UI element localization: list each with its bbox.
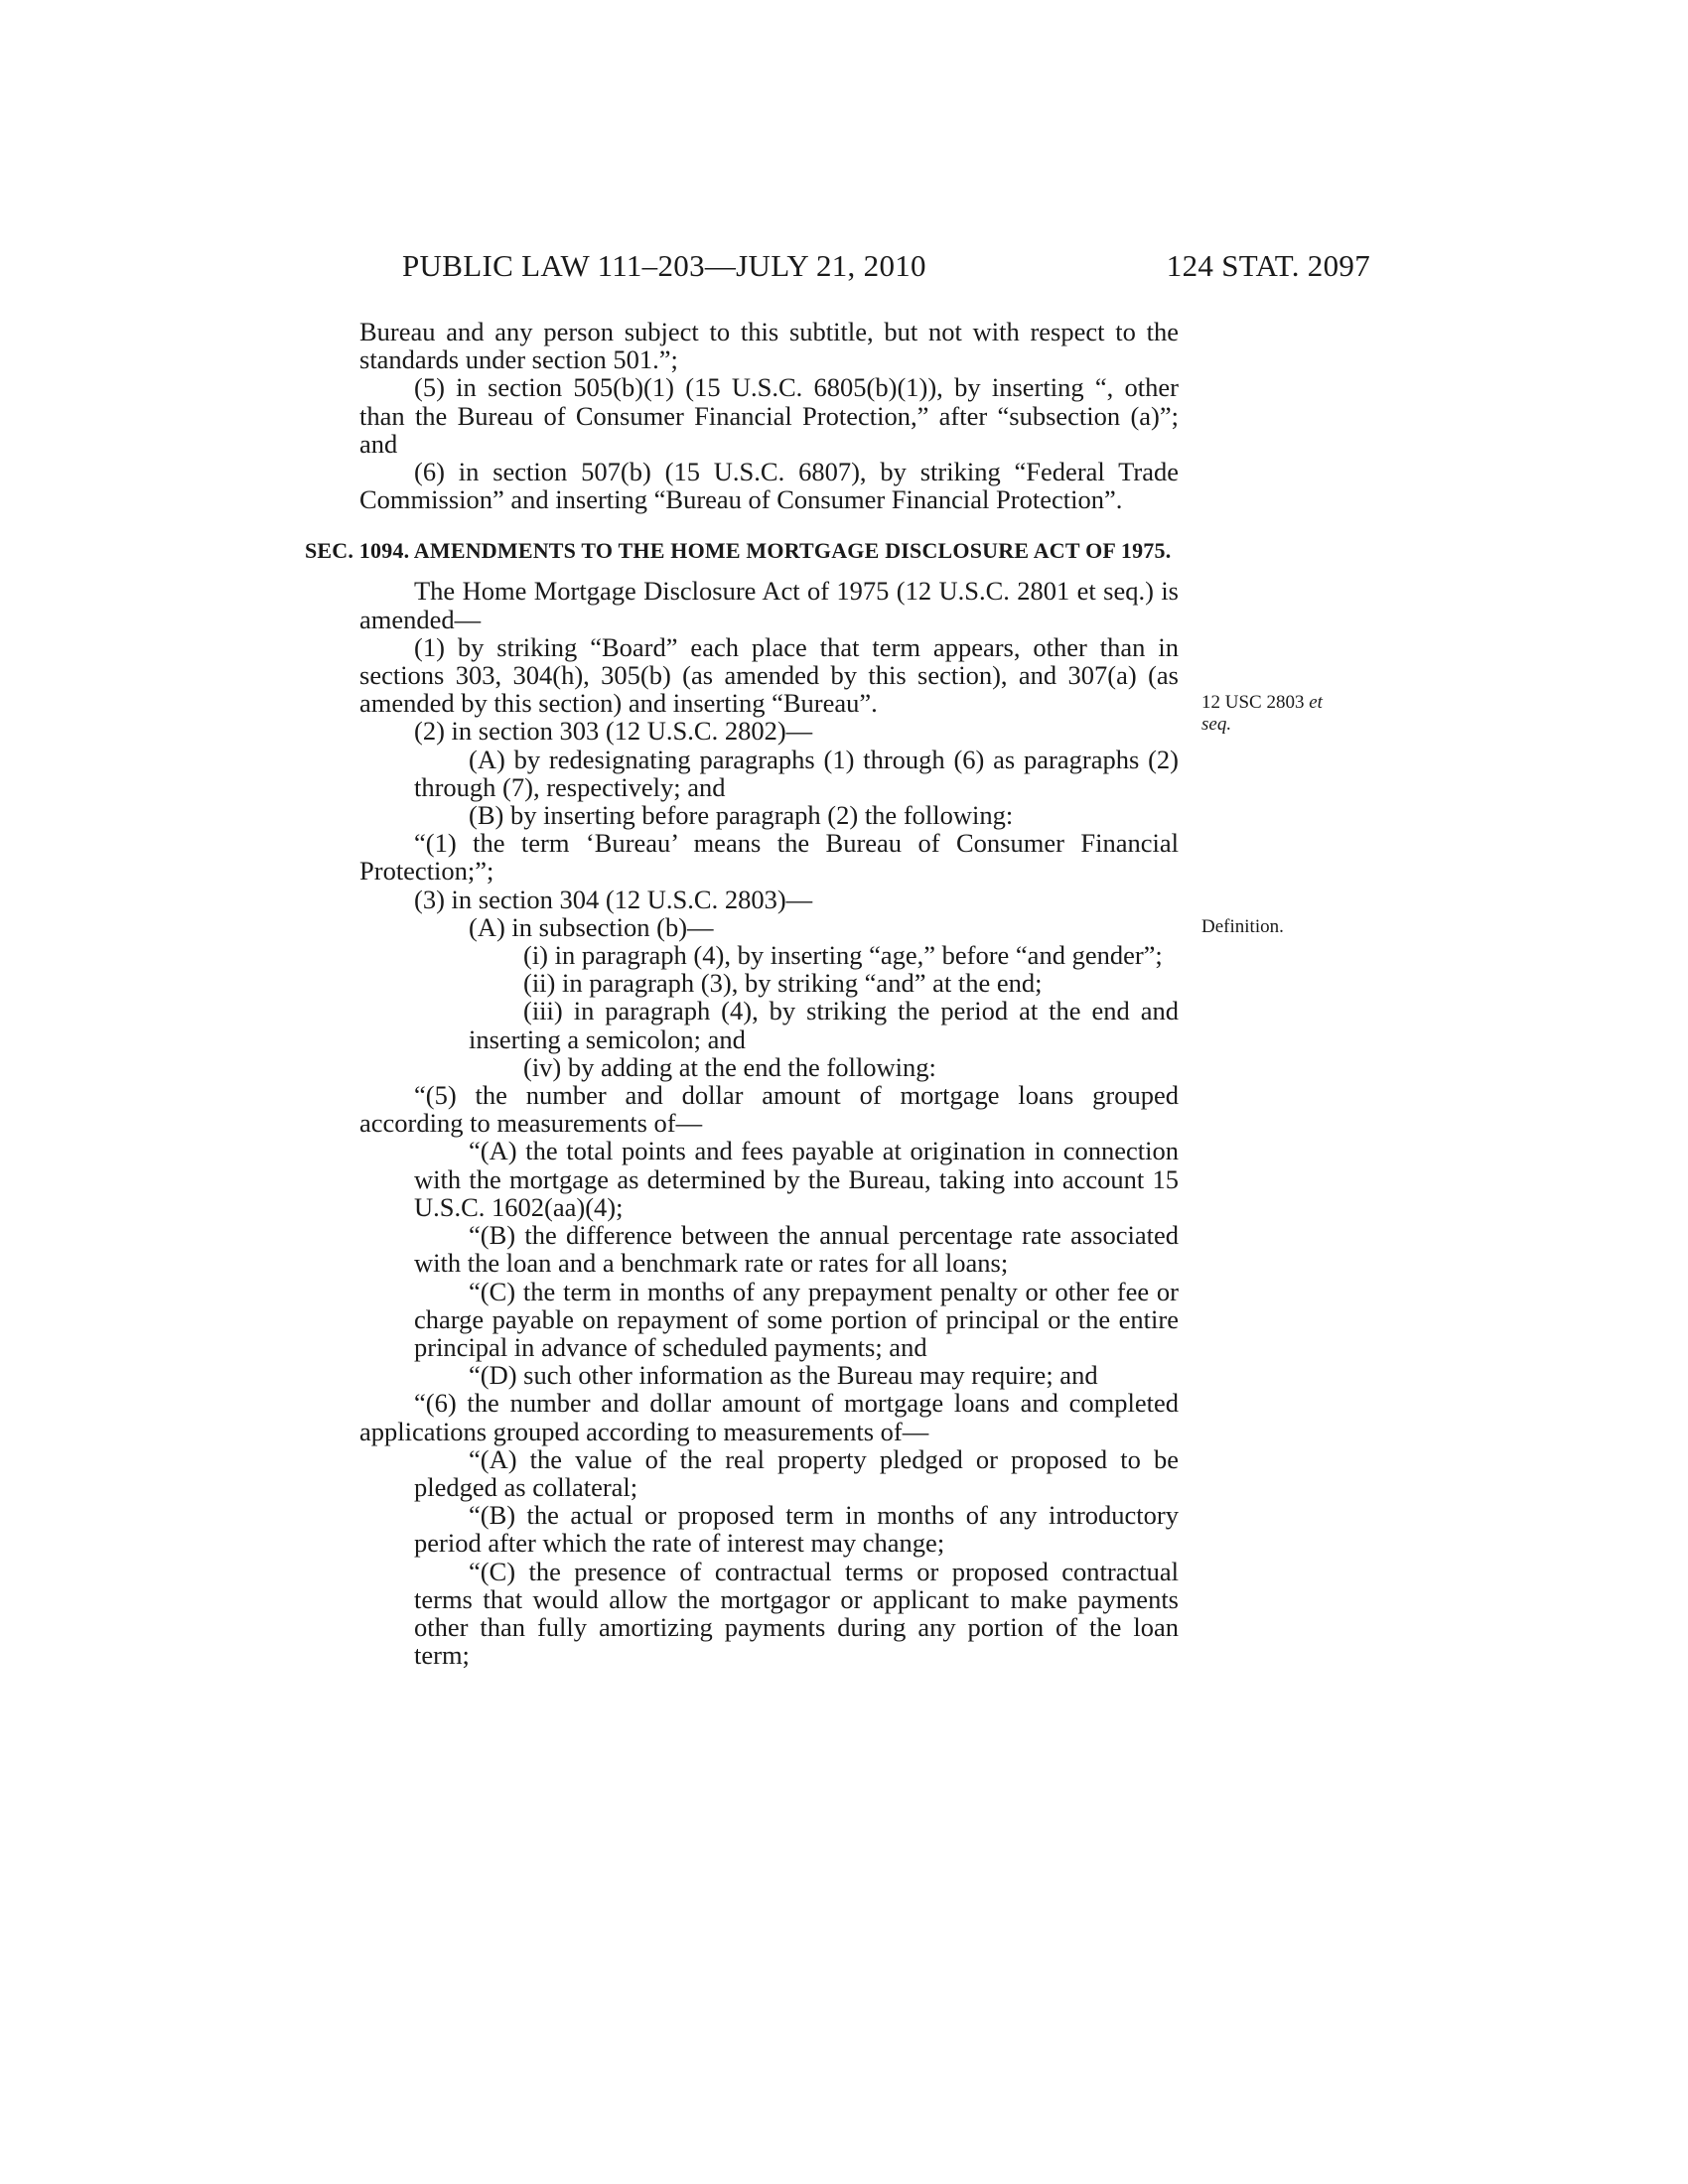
quoted-paragraph: “(D) such other information as the Bureau may require; and	[469, 1360, 1098, 1391]
quoted-paragraph: “(A) the total points and fees payable at origination in connection with the mortgage as determined by the Bureau, taking into account 15 U.S.C. 1602(aa)(4);	[414, 1136, 1179, 1222]
text-paragraph: (iii) in paragraph (4), by striking the period at the end and inserting a semicolon; and	[469, 996, 1179, 1054]
margin-note-usc-citation	[1201, 692, 1331, 736]
text-paragraph: (ii) in paragraph (3), by striking “and” at the end;	[523, 968, 1043, 999]
quoted-paragraph: “(1) the term ‘Bureau’ means the Bureau of Consumer Financial Protection;”;	[359, 828, 1179, 887]
quoted-paragraph: “(C) the term in months of any prepayment penalty or other fee or charge payable on repayment of some portion of principal or the entire principal in advance of scheduled payments; and	[414, 1276, 1179, 1362]
quoted-paragraph: “(B) the actual or proposed term in months of any introductory period after which the rate of interest may change;	[414, 1500, 1179, 1559]
text-paragraph: (A) by redesignating paragraphs (1) through (6) as paragraphs (2) through (7), respectively; and	[414, 744, 1179, 802]
text-paragraph: (B) by inserting before paragraph (2) the following:	[469, 800, 1014, 831]
text-paragraph: (3) in section 304 (12 U.S.C. 2803)—	[414, 884, 813, 914]
quoted-paragraph: “(C) the presence of contractual terms or proposed contractual terms that would allow the mortgagor or applicant to make payments other than fully amortizing payments during any portion of the loan term;	[414, 1556, 1179, 1671]
page-header	[402, 248, 1370, 288]
text-paragraph: (i) in paragraph (4), by inserting “age,” before “and gender”;	[523, 940, 1163, 971]
quoted-paragraph: “(6) the number and dollar amount of mortgage loans and completed applications grouped according to measurements of—	[359, 1388, 1179, 1446]
margin-note-usc-italic: et seq.	[1201, 692, 1323, 735]
statute-page-number: 124 STAT. 2097	[1166, 248, 1370, 283]
margin-note-definition: Definition.	[1201, 916, 1284, 937]
quoted-paragraph: “(A) the value of the real property pledged or proposed to be pledged as collateral;	[414, 1443, 1179, 1502]
quoted-paragraph: “(B) the difference between the annual percentage rate associated with the loan and a benchmark rate or rates for all loans;	[414, 1220, 1179, 1279]
public-law-citation: PUBLIC LAW 111–203—JULY 21, 2010	[402, 248, 926, 283]
text-paragraph: (A) in subsection (b)—	[469, 911, 714, 942]
quoted-paragraph: “(5) the number and dollar amount of mortgage loans grouped according to measurements of—	[359, 1080, 1179, 1139]
text-paragraph: (6) in section 507(b) (15 U.S.C. 6807), by striking “Federal Trade Commission” and inserting “Bureau of Consumer Financial Protection”.	[359, 457, 1179, 515]
document-body	[305, 317, 1179, 1671]
text-paragraph: Bureau and any person subject to this subtitle, but not with respect to the standards under section 501.”;	[359, 317, 1179, 375]
text-paragraph: (2) in section 303 (12 U.S.C. 2802)—	[414, 716, 813, 747]
text-paragraph: (iv) by adding at the end the following:	[523, 1051, 936, 1082]
text-paragraph: (1) by striking “Board” each place that term appears, other than in sections 303, 304(h), 305(b) (as amended by this section), and 307(a) (as amended by this section) and inserting “Bureau”.	[359, 631, 1179, 719]
text-paragraph: The Home Mortgage Disclosure Act of 1975 (12 U.S.C. 2801 et seq.) is amended—	[359, 576, 1179, 634]
margin-note-usc-text: 12 USC 2803	[1201, 692, 1310, 713]
text-paragraph: (5) in section 505(b)(1) (15 U.S.C. 6805(b)(1)), by inserting “, other than the Bureau of Consumer Financial Protection,” after “subsection (a)”; and	[359, 372, 1179, 459]
section-heading: SEC. 1094. AMENDMENTS TO THE HOME MORTGAGE DISCLOSURE ACT OF 1975.	[305, 538, 1172, 564]
